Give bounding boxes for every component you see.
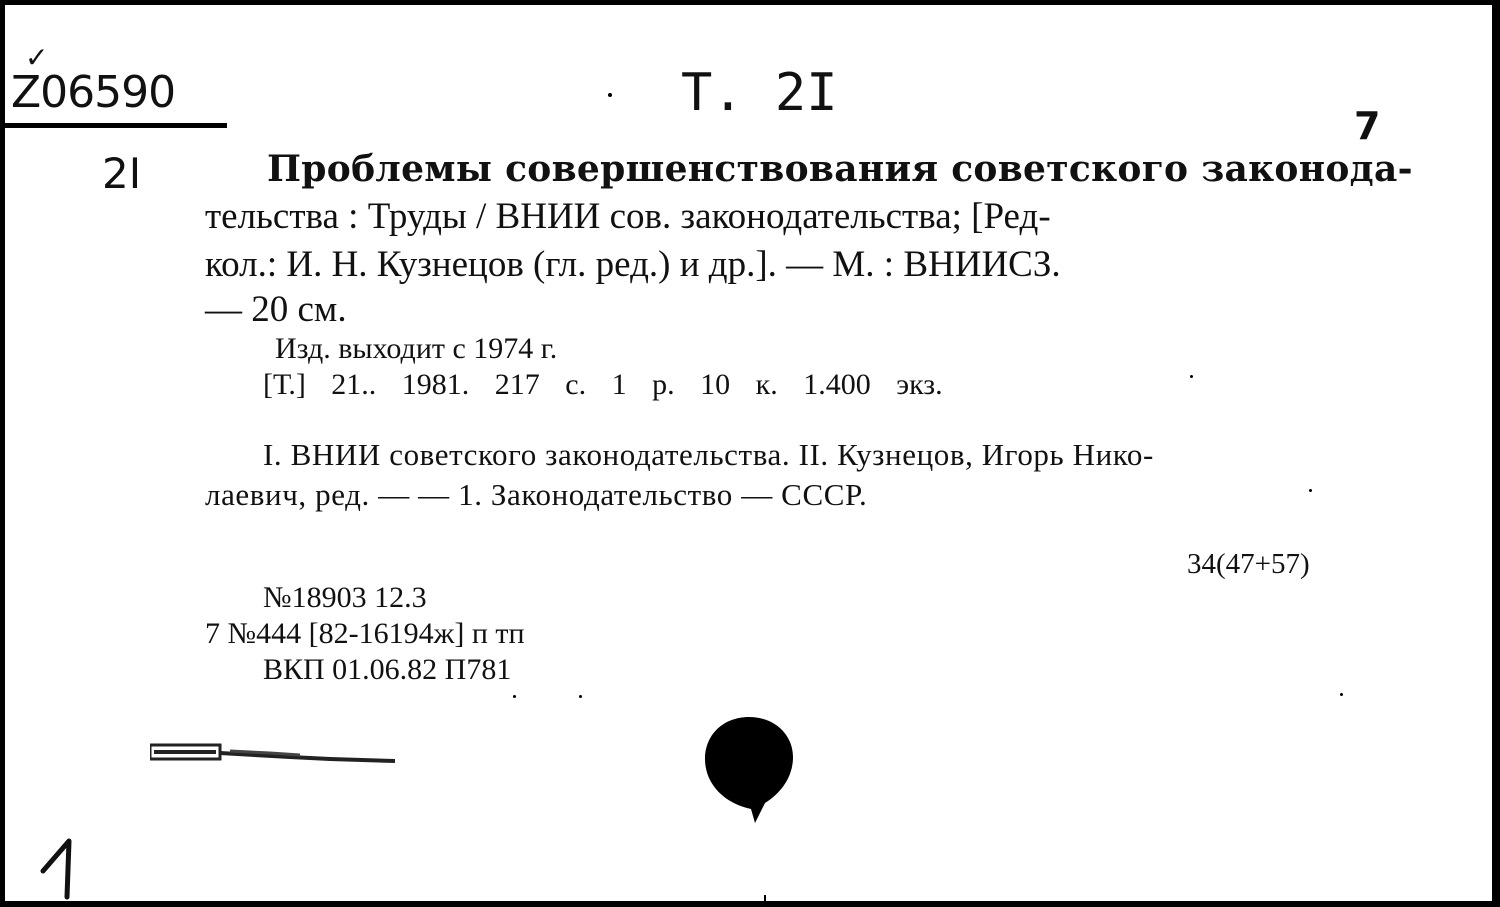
ink-dot	[1309, 489, 1312, 492]
ink-dot	[1340, 693, 1343, 696]
edge-mark	[764, 895, 766, 907]
check-mark-icon: ✓	[25, 41, 49, 74]
ink-dot	[579, 695, 582, 698]
volume-side-label: 2I	[102, 149, 142, 198]
stamp-mark-icon	[150, 743, 395, 765]
service-line-1: №18903 12.3	[263, 581, 427, 614]
description-line-4: — 20 см.	[205, 289, 347, 330]
publication-note: Изд. выходит с 1974 г.	[275, 332, 558, 365]
description-line-2: тельства : Труды / ВНИИ сов. законодательства; [Ред-	[205, 196, 1051, 237]
card-number: 7	[1354, 104, 1381, 148]
service-line-3: ВКП 01.06.82 П781	[263, 653, 512, 686]
ink-dot	[1190, 375, 1193, 378]
description-line-1: Проблемы совершенствования советского законода-	[267, 148, 1413, 190]
service-line-2: 7 №444 [82-16194ж] п тп	[205, 617, 525, 650]
ink-dot	[608, 93, 612, 97]
tracings-line-1: I. ВНИИ советского законодательства. II. Кузнецов, Игорь Нико-	[263, 437, 1154, 472]
classification-number: 34(47+57)	[1187, 548, 1310, 580]
tracings-line-2: лаевич, ред. — — 1. Законодательство — СССР.	[205, 477, 868, 512]
call-number-underline	[5, 123, 227, 128]
punch-hole-icon	[703, 715, 795, 827]
ink-dot	[513, 695, 516, 698]
description-line-3: кол.: И. Н. Кузнецов (гл. ред.) и др.]. — М. : ВНИИСЗ.	[205, 244, 1061, 285]
volume-details: [Т.] 21.. 1981. 217 с. 1 р. 10 к. 1.400 экз.	[263, 368, 943, 401]
call-number: Z06590	[11, 67, 176, 118]
volume-header: Т. 2I	[681, 63, 838, 123]
handwritten-mark-icon	[35, 835, 85, 900]
